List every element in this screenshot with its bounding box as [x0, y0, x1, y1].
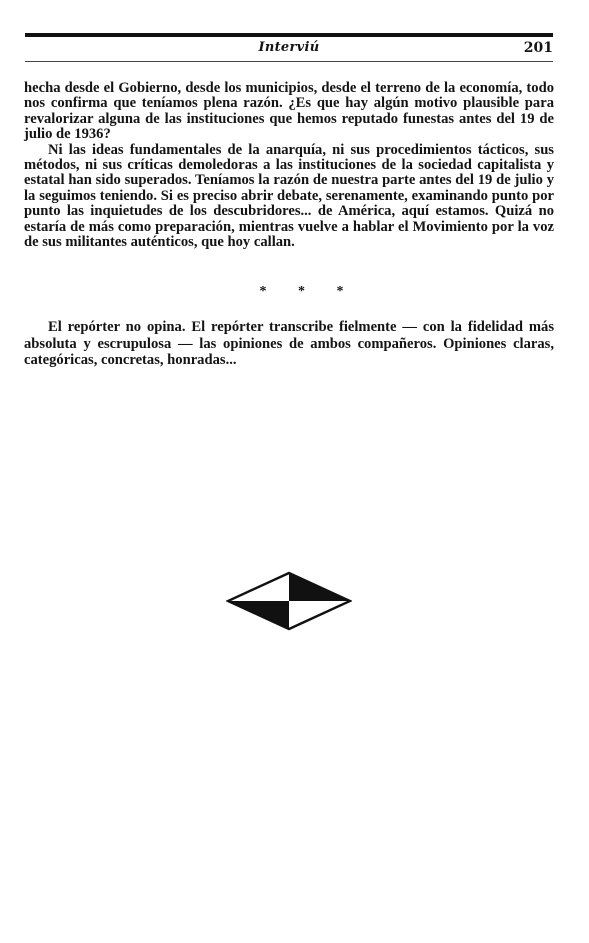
paragraph: Ni las ideas fundamentales de la anarquía, ni sus procedimientos tácticos, sus métodos, ni sus críticas demoledoras a las instituciones de la sociedad capitalista y estatal han sido superados. Teníamos la razón de nuestra parte antes del 19 de julio y la seguimos teniendo. Si es preciso abrir debate, serenamente, examinando punto por punto las inquietudes de los descubridores... de América, aquí estamos. Quizá no estaría de más como preparación, mientras vuelve a hablar el Movimiento por la voz de sus militantes auténticos, que hoy callan.: [24, 141, 554, 251]
paragraph-continuation: hecha desde el Gobierno, desde los municipios, desde el terreno de la economía, todo nos confirma que teníamos plena razón. ¿Es que hay algún motivo plausible para revalorizar alguna de las instituciones que hemos reputado funestas antes del 19 de julio de 1936?: [24, 80, 554, 143]
page-number: 201: [523, 40, 553, 56]
closing-paragraph: El repórter no opina. El repórter transcribe fielmente — con la fidelidad más absoluta y escrupulosa — las opiniones de ambos compañeros. Opiniones claras, categóricas, concretas, honradas...: [24, 319, 554, 368]
diamond-ornament-icon: [226, 571, 352, 631]
body-text: [24, 81, 554, 250]
running-head: [25, 40, 553, 58]
closing-text: [24, 319, 554, 369]
header-rule-thick: [25, 33, 553, 37]
header-rule-thin: [25, 61, 553, 62]
section-separator: * * *: [259, 284, 358, 299]
running-title: Interviú: [258, 40, 320, 55]
